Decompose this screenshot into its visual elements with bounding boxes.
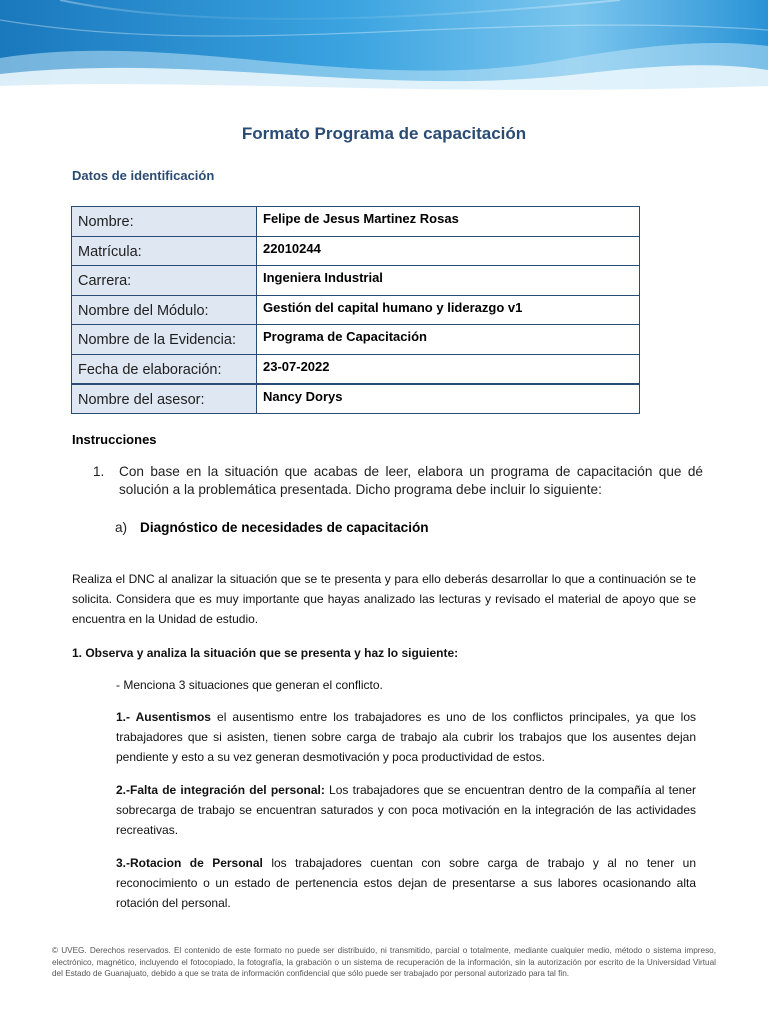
situation-title: 1.- Ausentismos	[116, 710, 211, 724]
intro-paragraph: Realiza el DNC al analizar la situación que se te presenta y para ello deberás desarrollar lo que a continuación se te solicita. Considera que es muy importante que hayas analizado las lecturas y revisado el material de apoyo que se encuentra en la Unidad de estudio.	[72, 572, 696, 626]
list-number: 1.	[93, 464, 105, 479]
table-row	[72, 236, 640, 266]
header-banner	[0, 0, 768, 96]
field-label: Nombre:	[72, 207, 257, 237]
step-one: 1. Observa y analiza la situación que se presenta y haz lo siguiente:	[72, 646, 459, 660]
situation-text: el ausentismo entre los trabajadores es uno de los conflictos principales, ya que los trabajadores que si asisten, tienen sobre carga de trabajo ala cubrir los trabajos que los ausentes dejan pendiente y esto a su vez generan desmotivación y poca productividad de estos.	[116, 710, 696, 764]
field-value: Programa de Capacitación	[257, 325, 640, 355]
subsection-title: Diagnóstico de necesidades de capacitación	[140, 520, 429, 535]
table-row	[72, 325, 640, 355]
subsection-heading	[115, 520, 429, 535]
table-row	[72, 266, 640, 296]
situation-1	[116, 707, 696, 767]
situation-3	[116, 853, 696, 913]
instructions-heading: Instrucciones	[72, 432, 157, 447]
field-label: Fecha de elaboración:	[72, 354, 257, 384]
instruction-item	[93, 463, 703, 499]
copyright-footer: © UVEG. Derechos reservados. El contenido de este formato no puede ser distribuido, ni transmitido, parcial o totalmente, mediante cualquier medio, método o sistema impreso, electrónico, magnético, incluyendo el fotocopiado, la fotografía, la grabación o un sistema de recuperación de la información, sin la autorización por escrito de la Universidad Virtual del Estado de Guanajuato, debido a que se trata de información confidencial que sólo puede ser trabajado por personal autorizado para tal fin.	[52, 946, 716, 978]
table-row	[72, 295, 640, 325]
field-value: 22010244	[257, 236, 640, 266]
instruction-text: Con base en la situación que acabas de leer, elabora un programa de capacitación que dé solución a la problemática presentada. Dicho programa debe incluir lo siguiente:	[119, 464, 703, 497]
field-label: Nombre del Módulo:	[72, 295, 257, 325]
table-row	[72, 207, 640, 237]
field-label: Carrera:	[72, 266, 257, 296]
field-value: 23-07-2022	[257, 354, 640, 384]
document-title: Formato Programa de capacitación	[241, 124, 527, 143]
situation-2	[116, 780, 696, 840]
situation-text: los trabajadores cuentan con sobre carga de trabajo y al no tener un reconocimiento o un estado de pertenencia estos dejan de presentarse a sus labores ocasionando alta rotación del personal.	[116, 856, 696, 910]
field-label: Nombre de la Evidencia:	[72, 325, 257, 355]
field-value: Nancy Dorys	[257, 384, 640, 414]
table-row	[72, 384, 640, 414]
bullet-instruction: - Menciona 3 situaciones que generan el conflicto.	[116, 678, 383, 692]
field-value: Felipe de Jesus Martinez Rosas	[257, 207, 640, 237]
field-label: Matrícula:	[72, 236, 257, 266]
identification-table	[71, 206, 640, 414]
table-row	[72, 354, 640, 384]
identification-heading: Datos de identificación	[72, 168, 215, 183]
field-value: Ingeniera Industrial	[257, 266, 640, 296]
subsection-letter: a)	[115, 520, 128, 535]
situation-title: 3.-Rotacion de Personal	[116, 856, 263, 870]
situation-title: 2.-Falta de integración del personal:	[116, 783, 325, 797]
field-value: Gestión del capital humano y liderazgo v1	[257, 295, 640, 325]
situation-text: Los trabajadores que se encuentran dentro de la compañía al tener sobrecarga de trabajo se encuentran saturados y con poca motivación en la integración de las actividades recreativas.	[116, 783, 696, 837]
field-label: Nombre del asesor:	[72, 384, 257, 414]
